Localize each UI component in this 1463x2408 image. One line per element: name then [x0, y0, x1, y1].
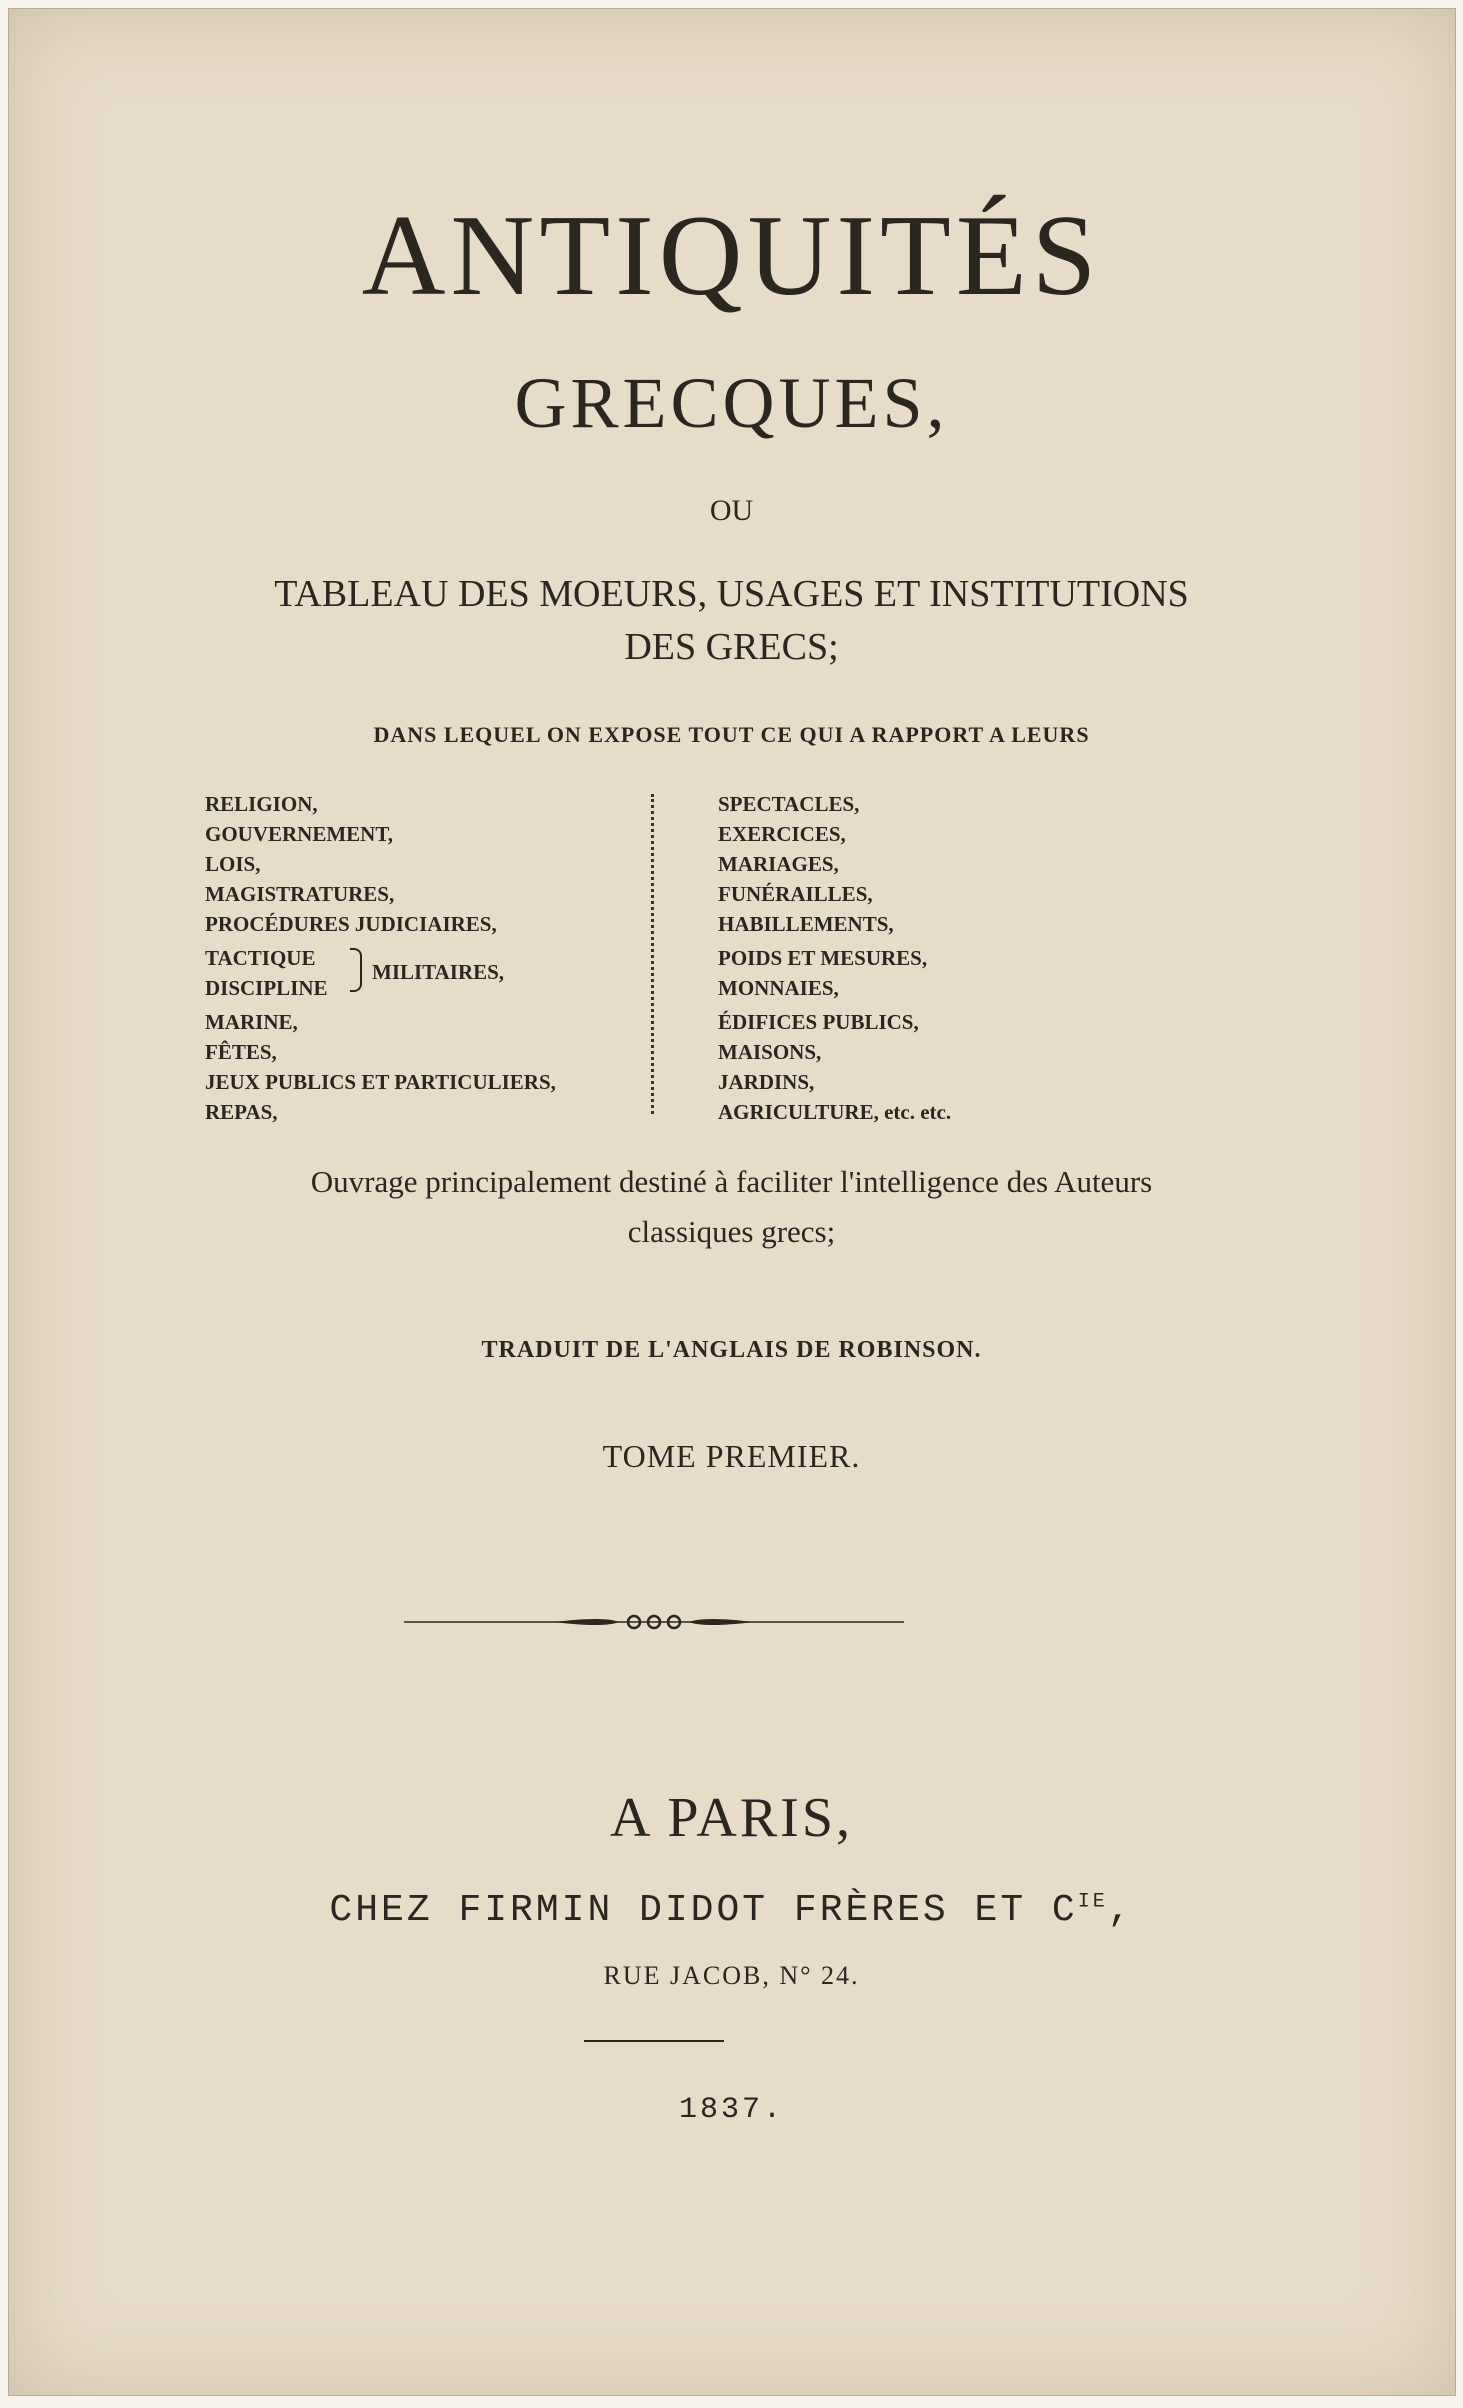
imprint-year: 1837. [678, 2093, 784, 2127]
militaires-brace [350, 948, 362, 992]
list-item: AGRICULTURE, etc. etc. [718, 1100, 952, 1124]
list-item: FUNÉRAILLES, [718, 882, 873, 906]
list-item: HABILLEMENTS, [718, 912, 894, 936]
column-divider [651, 794, 656, 1114]
volume-label: TOME PREMIER. [602, 1438, 861, 1474]
list-item: LOIS, [205, 852, 261, 876]
ouvrage-line-1: Ouvrage principalement destiné à faciliter l'intelligence des Auteurs [310, 1164, 1153, 1199]
imprint-city: A PARIS, [610, 1787, 853, 1849]
list-item: DISCIPLINE [205, 976, 328, 1000]
tableau-line-2: DES GRECS; [624, 626, 839, 668]
translator-credit: TRADUIT DE L'ANGLAIS DE ROBINSON. [481, 1337, 982, 1363]
list-item: MONNAIES, [718, 976, 839, 1000]
militaires-label: MILITAIRES, [372, 960, 505, 984]
list-item: FÊTES, [205, 1040, 277, 1064]
list-item: PROCÉDURES JUDICIAIRES, [205, 912, 497, 936]
dans-lequel-line: DANS LEQUEL ON EXPOSE TOUT CE QUI A RAPPORT A LEURS [373, 722, 1090, 747]
imprint-address: RUE JACOB, N° 24. [603, 1961, 860, 1990]
list-item: TACTIQUE [205, 946, 316, 970]
ouvrage-line-2: classiques grecs; [627, 1214, 836, 1249]
list-item: MARIAGES, [718, 852, 839, 876]
list-item: ÉDIFICES PUBLICS, [718, 1010, 919, 1034]
list-item: RELIGION, [205, 792, 318, 816]
list-item: REPAS, [205, 1100, 278, 1124]
ornamental-rule-icon [404, 1610, 904, 1634]
publisher-comma: , [1107, 1889, 1134, 1932]
list-item: MAGISTRATURES, [205, 882, 395, 906]
book-subtitle: GRECQUES, [514, 363, 949, 443]
list-item: POIDS ET MESURES, [718, 946, 928, 970]
tableau-line-1: TABLEAU DES MOEURS, USAGES ET INSTITUTIONS [274, 573, 1189, 615]
publisher-name: CHEZ FIRMIN DIDOT FRÈRES ET C [329, 1889, 1078, 1932]
list-item: EXERCICES, [718, 822, 846, 846]
list-item: JEUX PUBLICS ET PARTICULIERS, [205, 1070, 556, 1094]
list-item: JARDINS, [718, 1070, 815, 1094]
list-item: MARINE, [205, 1010, 298, 1034]
list-item: MAISONS, [718, 1040, 822, 1064]
list-item: GOUVERNEMENT, [205, 822, 394, 846]
publisher-superscript: IE [1077, 1890, 1108, 1914]
ou-connector: OU [709, 494, 754, 527]
list-item: SPECTACLES, [718, 792, 860, 816]
imprint-publisher [0, 1889, 1463, 1932]
short-rule [584, 2040, 724, 2042]
book-title: ANTIQUITÉS [361, 192, 1102, 320]
